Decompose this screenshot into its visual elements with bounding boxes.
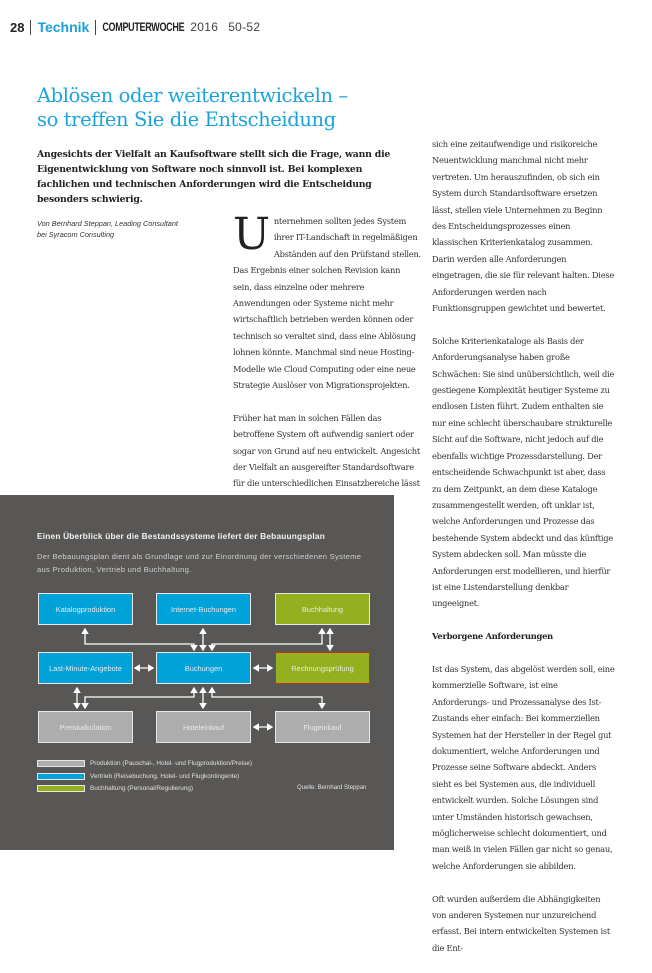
legend-swatch: [37, 785, 85, 792]
paragraph: Früher hat man in solchen Fällen das betroffene System oft aufwendig saniert oder sogar von Grund auf neu entwickelt. Angesicht der Vielfalt an ausgereifter Standardsoftware für die unterschiedlichen Einsatzbereiche lässt: [233, 412, 420, 489]
box-hoteleinkauf: Hoteleinkauf: [156, 711, 251, 743]
author-line: bei Syracom Consulting: [37, 230, 115, 239]
legend-item: [37, 785, 193, 792]
arrow: [85, 688, 194, 708]
box-preiskalkulation: Preiskalkulation: [38, 711, 133, 743]
paragraph: Ist das System, das abgelöst werden soll, eine kommerzielle Software, ist eine Anforderungs- und Prozessanalyse des Ist-Zustands eher einfach: Bei kommerziellen Systemen hat der Hersteller in der Regel gut dokumentiert, welche Anforderungen und Prozesse seine Software abdeckt. Anders sieht es bei Systemen aus, die individuell entwickelt wurden. Solche Lösungen sind unter Umständen historisch gewachsen, möglicherweise schlecht dokumentiert, und man weiß in vielen Fällen gar nicht so genau, welche Anforderungen sie abbilden.: [432, 663, 615, 871]
paragraph: sich eine zeitaufwendige und risikoreiche Neuentwicklung manchmal nicht mehr vertreten. Um herauszufinden, ob sich ein System durch Standardsoftware ersetzen lässt, stellen viele Unternehmen zu Beginn des Entscheidungsprozesses einen klassischen Kriterienkatalog zusammen. Darin werden alle Anforderungen eingetragen, die sie für relevant halten. Diese Anforderungen werden nach Funktionsgruppen gewichtet und bewertet.: [432, 139, 615, 314]
box-rechnungspruefung: Rechnungsprüfung: [275, 652, 370, 684]
title-line: so treffen Sie die Entscheidung: [37, 108, 336, 131]
legend-label: Produktion (Pauschal-, Hotel- und Flugproduktion/Preise): [90, 760, 252, 767]
legend-item: [37, 760, 252, 767]
section-name: Technik: [37, 19, 90, 35]
paragraph-text: nternehmen sollten jedes System ihrer IT-Landschaft in regelmäßigen Abständen auf den Prüfstand stellen. Das Ergebnis einer solchen Revision kann sein, dass einzelne oder mehrere Anwendungen oder Systeme nicht mehr wirtschaftlich betrieben werden können oder technisch so veraltet sind, dass eine Ablösung lohnen könnte. Manchmal sind neue Hosting-Modelle wie Cloud Computing oder eine neue Strategie Auslöser von Migrationsprojekten.: [233, 216, 421, 391]
arrow: [212, 688, 322, 708]
legend-label: Buchhaltung (Personal/Regulierung): [90, 785, 194, 792]
box-last-minute-angebote: Last-Minute-Angebote: [38, 652, 133, 684]
subheading: Verborgene Anforderungen: [432, 631, 553, 642]
author-line: Von Bernhard Steppan, Leading Consultant: [37, 219, 178, 228]
box-buchungen: Buchungen: [156, 652, 251, 684]
title-line: Ablösen oder weiterentwickeln –: [37, 84, 348, 107]
paragraph: Solche Kriterienkataloge als Basis der Anforderungsanalyse haben große Schwächen: Sie sind unübersichtlich, weil die gestiegene Komplexität heutiger Systeme zu endlosen Listen führt. Zudem enthalten sie nur eine schlecht überschaubare strukturelle Sicht auf die Software, nicht jedoch auf die ebenfalls wichtige Prozessdarstellung. Der entscheidende Schwachpunkt ist aber, dass zu dem Zeitpunkt, an dem diese Kataloge zusammengestellt werden, oft unklar ist, welche Anforderungen und Prozesse das bestehende System abdeckt und das künftige System abdecken soll. Man müsste die Anforderungen erst modellieren, und hierfür ist eine Listendarstellung denkbar ungeeignet.: [432, 335, 615, 609]
box-internet-buchungen: Internet-Buchungen: [156, 593, 251, 625]
page-number: 28: [10, 19, 25, 35]
brand-logo: COMPUTERWOCHE: [102, 20, 185, 34]
diagram-subtitle: Der Bebauungsplan dient als Grundlage und zur Einordnung der verschiedenen Systeme aus Produktion, Vertrieb und Buchhaltung.: [37, 552, 362, 574]
box-katalogproduktion: Katalogproduktion: [38, 593, 133, 625]
issue: 50-52: [228, 20, 261, 34]
diagram-source: Quelle: Bernhard Steppan: [297, 785, 367, 791]
drop-cap: U: [233, 209, 270, 260]
diagram-title: Einen Überblick über die Bestandssysteme liefert der Bebauungsplan: [37, 531, 325, 541]
legend-swatch: [37, 760, 85, 767]
legend-item: [37, 773, 239, 780]
article-lead: Angesichts der Vielfalt an Kaufsoftware stellt sich die Frage, wann die Eigenentwicklung von Software noch sinnvoll ist. Bei komplexen fachlichen und technischen Anforderungen wird die Entscheidung besonders schwierig.: [37, 149, 391, 205]
legend-swatch: [37, 773, 85, 780]
arrow: [85, 629, 194, 650]
box-buchhaltung: Buchhaltung: [275, 593, 370, 625]
box-flugeinkauf: Flugeinkauf: [275, 711, 370, 743]
year: 2016: [190, 20, 219, 34]
paragraph: Oft wurden außerdem die Abhängigkeiten von anderen Systemen nur unzureichend erfasst. Bei intern entwickelten Systemen ist die Ent-: [432, 893, 610, 953]
legend-label: Vertrieb (Reisebuchung, Hotel- und Flugkontingente): [90, 773, 240, 780]
arrow: [212, 629, 322, 650]
